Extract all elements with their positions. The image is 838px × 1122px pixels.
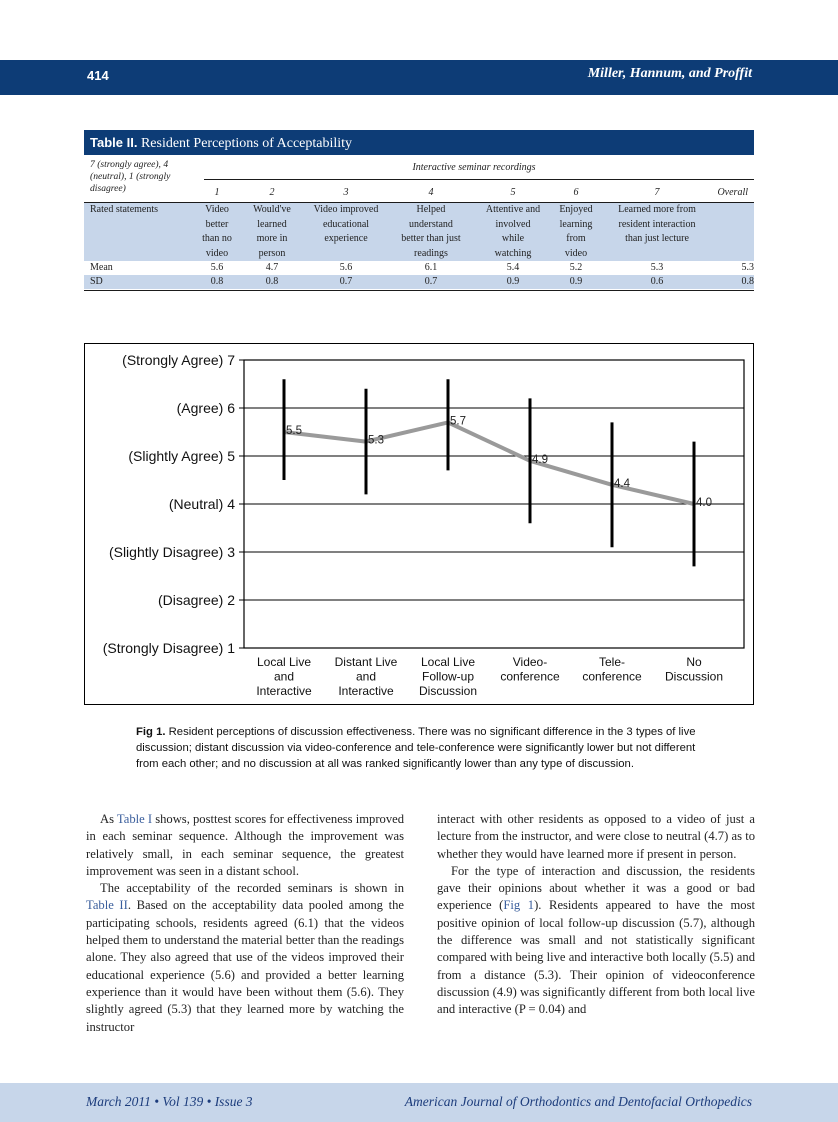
x-category-label: and — [273, 669, 295, 684]
column-header: 3 — [343, 187, 349, 198]
text: For the type of interaction and discussion, the residents gave their opinions about whether it was a good or bad experience ( — [437, 863, 755, 913]
running-authors: Miller, Hannum, and Proffit — [587, 66, 752, 81]
mean-value: 5.3 — [741, 262, 754, 273]
text: shows, posttest scores for effectiveness improved in each seminar sequence. Although the improvement was relatively small, in each seminar sequence, the greatest improvement was seen in a distant school. — [86, 812, 404, 878]
y-tick-label: (Strongly Disagree) 1 — [102, 640, 235, 656]
sd-value: 0.8 — [210, 276, 224, 287]
statement-text: person — [258, 247, 286, 259]
statement-text: more in — [256, 233, 288, 244]
sd-value: 0.9 — [506, 276, 520, 287]
mean-value: 4.7 — [265, 262, 279, 273]
x-category-label: Local Live — [256, 655, 312, 669]
journal-name: American Journal of Orthodontics and Dentofacial Orthopedics — [404, 1094, 752, 1109]
statement-text: Learned more from — [618, 204, 696, 215]
statement-text: video — [564, 247, 588, 259]
mean-label: Mean — [90, 262, 113, 273]
body-column-right — [437, 811, 755, 1019]
chart-svg — [84, 343, 754, 705]
table-bottom-rule — [84, 290, 754, 291]
sd-value: 0.6 — [650, 276, 664, 287]
sd-value: 0.7 — [424, 276, 438, 287]
text: The acceptability of the recorded seminars is shown in — [100, 881, 404, 896]
column-header: Overall — [717, 187, 748, 198]
data-label: 5.5 — [286, 425, 302, 437]
statement-text: than no — [202, 233, 232, 244]
mean-value: 6.1 — [424, 262, 438, 273]
x-category-label: Interactive — [338, 684, 394, 698]
x-category-label: Video- — [512, 655, 548, 669]
statement-text: involved — [495, 218, 531, 230]
running-header — [0, 60, 838, 95]
mean-value: 5.6 — [210, 262, 224, 273]
text: . Based on the acceptability data pooled among the participating schools, residents agreed (6.1) that the videos helped them to understand the material better than the readings alone. They also agreed that use of the videos improved their educational experience (5.6) and provided a better learning experience than it would have been without them (5.6). They slightly agreed (5.3) that they learned more by watching the instructor — [86, 898, 404, 1034]
y-tick-label: (Disagree) 2 — [157, 592, 235, 608]
statement-text: learned — [257, 218, 287, 230]
table-1-link[interactable]: Table I — [116, 812, 153, 826]
statement-text: Helped — [416, 204, 446, 215]
x-category-label: and — [355, 669, 377, 684]
x-category-label: Follow-up — [421, 669, 475, 684]
x-category-label: Tele- — [598, 655, 626, 669]
statement-text: readings — [414, 247, 448, 259]
sd-value: 0.8 — [265, 276, 279, 287]
fig1-chart — [84, 343, 754, 705]
x-category-label: conference — [500, 669, 560, 684]
running-footer — [0, 1083, 838, 1122]
body-column-left — [86, 811, 404, 1036]
statement-text: video — [205, 247, 229, 259]
sd-value: 0.9 — [569, 276, 583, 287]
statement-text: Would've — [253, 204, 291, 215]
table-title — [84, 130, 754, 155]
statement-text: Video improved — [313, 204, 379, 215]
paragraph — [86, 880, 404, 1036]
acceptability-table — [84, 155, 754, 291]
sd-value: 0.8 — [741, 276, 754, 287]
paragraph — [86, 811, 404, 880]
x-category-label: Discussion — [664, 669, 724, 684]
column-header: 4 — [428, 187, 434, 198]
statement-text: from — [566, 233, 586, 244]
data-label: 4.9 — [532, 453, 548, 466]
rated-statements-label: Rated statements — [90, 204, 159, 215]
statement-text: learning — [559, 218, 593, 230]
mean-value: 5.3 — [650, 262, 664, 273]
sd-label: SD — [90, 276, 103, 287]
statement-text: Attentive and — [485, 204, 541, 215]
column-header: 5 — [510, 187, 516, 198]
data-label: 4.4 — [614, 477, 630, 490]
series-line — [284, 422, 694, 504]
statement-text: better — [205, 218, 229, 230]
column-header: 7 — [654, 187, 660, 198]
column-header: 2 — [269, 187, 275, 198]
table-title-text: Resident Perceptions of Acceptability — [137, 136, 353, 151]
caption-text: Resident perceptions of discussion effectiveness. There was no significant difference in the 3 types of live discussion; distant discussion via video-conference and tele-conference were significantly lower but not different from each other; and no discussion at all was ranked significantly lower than any type of discussion. — [136, 726, 696, 770]
data-label: 4.0 — [696, 497, 712, 509]
mean-value: 5.2 — [569, 262, 583, 273]
x-category-label: Discussion — [418, 684, 478, 698]
table-label: Table II. — [90, 135, 138, 150]
mean-value: 5.4 — [506, 262, 520, 273]
paragraph — [437, 863, 755, 1019]
column-header: 6 — [573, 187, 579, 198]
statement-text: than just lecture — [625, 233, 689, 244]
statement-text: experience — [324, 233, 368, 244]
statement-text: Video — [205, 204, 229, 215]
column-header: 1 — [214, 187, 220, 198]
x-category-label: conference — [582, 669, 642, 684]
issue-info: March 2011 • Vol 139 • Issue 3 — [86, 1094, 253, 1109]
scale-note: 7 (strongly agree), 4 (neutral), 1 (strongly disagree) — [90, 159, 171, 194]
table-2-link[interactable]: Table II — [86, 898, 128, 913]
data-label: 5.7 — [450, 415, 466, 428]
statement-text: educational — [322, 218, 370, 230]
statement-text: watching — [494, 247, 532, 259]
y-tick-label: (Slightly Disagree) 3 — [108, 544, 235, 560]
fig-1-link[interactable]: Fig 1 — [503, 898, 535, 913]
text: ). Residents appeared to have the most positive opinion of local follow-up discussion (5.7), although the difference was small and not statistically significant compared with being live and interactive both locally (5.5) and from a distance (5.3). Their opinion of videoconference discussion (4.9) was significantly different from both local live and interactive (P = 0.04) and — [437, 898, 755, 1017]
y-tick-label: (Neutral) 4 — [168, 496, 235, 512]
data-label: 5.3 — [368, 434, 384, 447]
sd-value: 0.7 — [339, 276, 353, 287]
text: As — [100, 812, 117, 826]
statement-text: while — [501, 233, 525, 244]
statement-text: better than just — [401, 233, 461, 244]
figure-caption — [136, 724, 716, 772]
page-number: 414 — [87, 68, 109, 83]
x-category-label: Interactive — [256, 684, 312, 698]
x-category-label: Local Live — [420, 655, 476, 669]
statement-text: Enjoyed — [559, 204, 593, 215]
caption-label: Fig 1. — [136, 726, 166, 738]
y-tick-label: (Agree) 6 — [176, 400, 235, 416]
statement-text: understand — [409, 218, 453, 230]
y-tick-label: (Slightly Agree) 5 — [128, 448, 235, 464]
group-header: Interactive seminar recordings — [412, 162, 536, 173]
y-tick-label: (Strongly Agree) 7 — [122, 352, 235, 368]
paragraph: interact with other residents as opposed to a video of just a lecture from the instructor, and were close to neutral (4.7) as to whether they would have learned more if present in person. — [437, 812, 755, 861]
x-category-label: Distant Live — [334, 655, 398, 669]
x-category-label: No — [686, 655, 702, 669]
statement-text: resident interaction — [618, 218, 696, 230]
group-rule — [204, 179, 754, 180]
mean-value: 5.6 — [339, 262, 353, 273]
